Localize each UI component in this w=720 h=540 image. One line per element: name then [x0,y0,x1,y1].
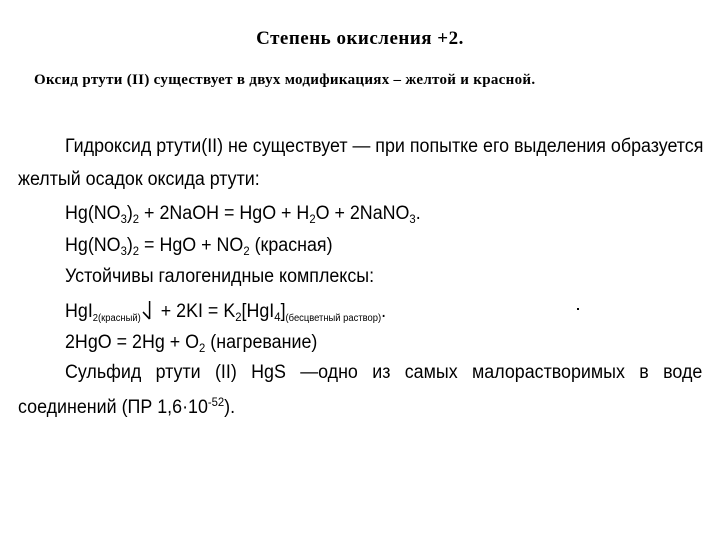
slide-title: Степень окисления +2. [256,28,464,49]
text-line-sulfide: Сульфид ртути (II) HgS —одно из самых малорастворимых в воде [65,362,703,383]
text-line-solubility-product: соединений (ПР $1,6\cdot 10^{-52}$). [18,395,236,418]
equation-1: $Hg(NO_3)_2$ + 2NaOH = HgO + $H_2O$ + 2NaNO$_3$. [65,203,421,226]
precipitate-down-arrow-icon [141,300,156,322]
scan-speck [577,308,579,310]
text-line-halide-complexes: Устойчивы галогенидные комплексы: [65,266,375,287]
text-line-hydroxide: Гидроксид ртути(II) не существует — при попытке его выделения образуется [65,136,704,157]
equation-2: $Hg(NO_3)_2$ = HgO + $NO_2$ (красная) [65,235,333,258]
slide-subtitle: Оксид ртути (II) существует в двух модификациях – желтой и красной. [34,72,536,88]
equation-4: $2HgO = 2Hg + O_2$ (нагревание) [65,332,318,355]
text-line-yellow-precipitate: желтый осадок оксида ртути: [18,169,260,190]
equation-3: HgI$_{2(красный)}$ + $2KI = K_2[HgI_4]_{(бесцветный раствор)}$. [65,301,387,324]
